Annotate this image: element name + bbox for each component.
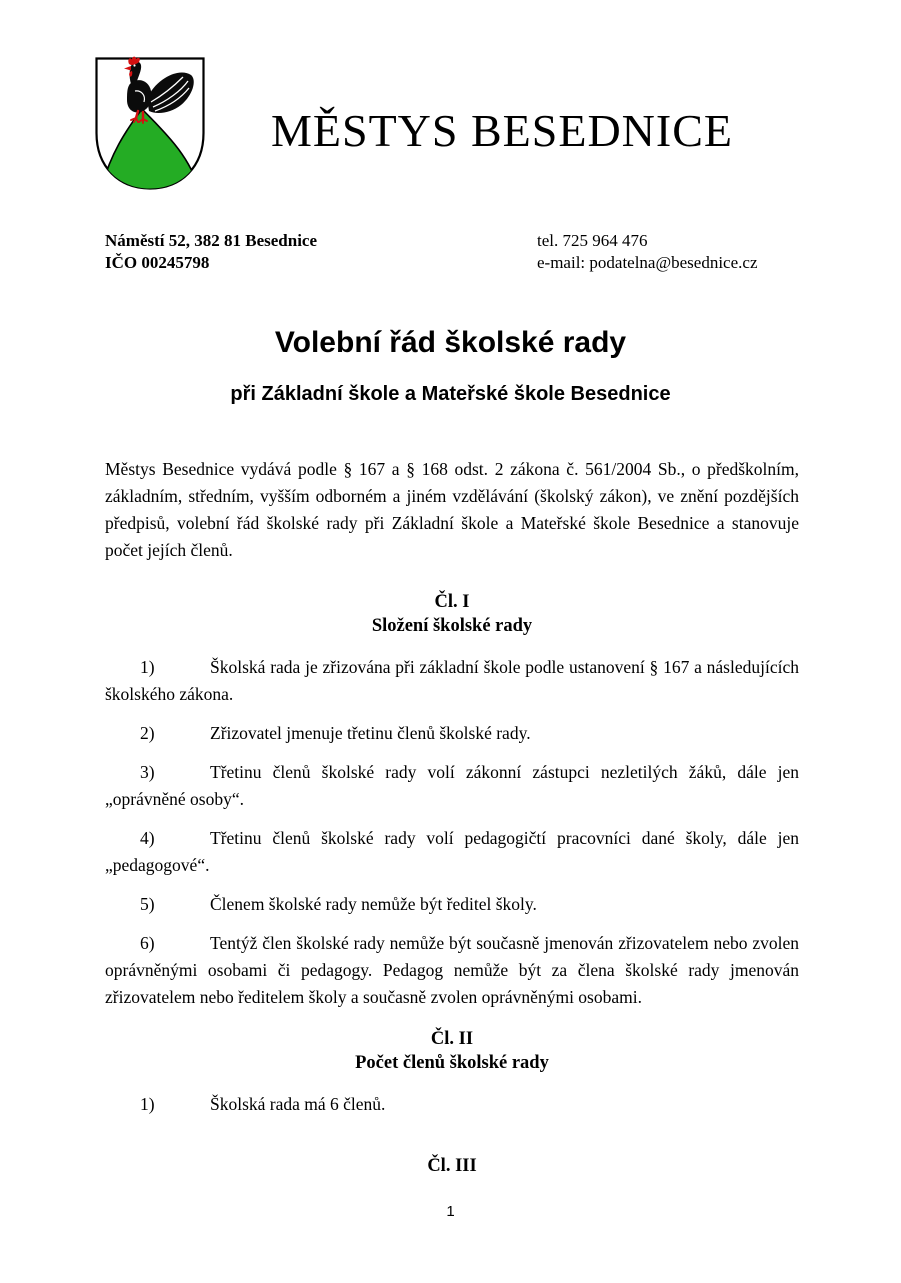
document-subtitle: při Základní škole a Mateřské škole Besednice [230,383,671,405]
item-number: 2) [140,723,155,743]
item-number: 5) [140,894,155,914]
item-text: Tentýž člen školské rady nemůže být současně jmenován zřizovatelem nebo zvolen oprávněnými osobami či pedagogy. Pedagog nemůže být za člena školské rady jmenován zřizovatelem nebo ředitelem školy a současně zvolen oprávněnými osobami. [105,933,799,1007]
item-text: Členem školské rady nemůže být ředitel školy. [210,894,537,914]
article-3-number: Čl. III [427,1156,477,1176]
item-number: 3) [140,762,155,782]
list-item [105,891,799,918]
list-item [105,1091,799,1118]
contact-address-block [105,230,317,274]
article-1-title: Složení školské rady [371,616,533,636]
document-title: Volební řád školské rady [274,326,627,359]
item-number: 1) [140,657,155,677]
list-item [105,720,799,747]
contact-phone-block [537,230,758,274]
list-item [105,654,799,708]
list-item [105,825,799,879]
article-1-heading [105,590,799,638]
phone-line: tel. 725 964 476 [537,231,648,250]
article-2-heading [105,1027,799,1075]
list-item [105,759,799,813]
address-line: Náměstí 52, 382 81 Besednice [105,231,318,250]
item-text: Školská rada je zřizována při základní škole podle ustanovení § 167 a následujících školského zákona. [105,657,799,704]
coat-of-arms [93,55,207,192]
item-number: 4) [140,828,155,848]
intro-paragraph: Městys Besednice vydává podle § 167 a § 168 odst. 2 zákona č. 561/2004 Sb., o předškolním, základním, středním, vyšším odborném a jiném vzdělávání (školský zákon), ve znění pozdějších předpisů, volební řád školské rady při Základní škole a Mateřské škole Besednice a stanovuje počet jejích členů. [105,459,799,560]
item-text: Třetinu členů školské rady volí pedagogičtí pracovníci dané školy, dále jen „pedagogové“. [105,828,799,875]
article-2-title: Počet členů školské rady [355,1053,549,1073]
item-text: Školská rada má 6 členů. [210,1094,386,1114]
item-number: 1) [140,1094,155,1114]
item-text: Třetinu členů školské rady volí zákonní zástupci nezletilých žáků, dále jen „oprávněné osoby“. [105,762,799,809]
article-3-heading [105,1154,799,1178]
page-number: 1 [446,1203,455,1220]
document-body [105,456,799,1194]
item-text: Zřizovatel jmenuje třetinu členů školské rady. [210,723,531,743]
list-item [105,930,799,1011]
article-2-number: Čl. II [430,1029,474,1049]
email-line: e-mail: podatelna@besednice.cz [537,253,758,272]
ico-line: IČO 00245798 [105,253,210,272]
article-1-number: Čl. I [434,592,470,612]
org-name: MĚSTYS BESEDNICE [271,105,733,156]
item-number: 6) [140,933,155,953]
